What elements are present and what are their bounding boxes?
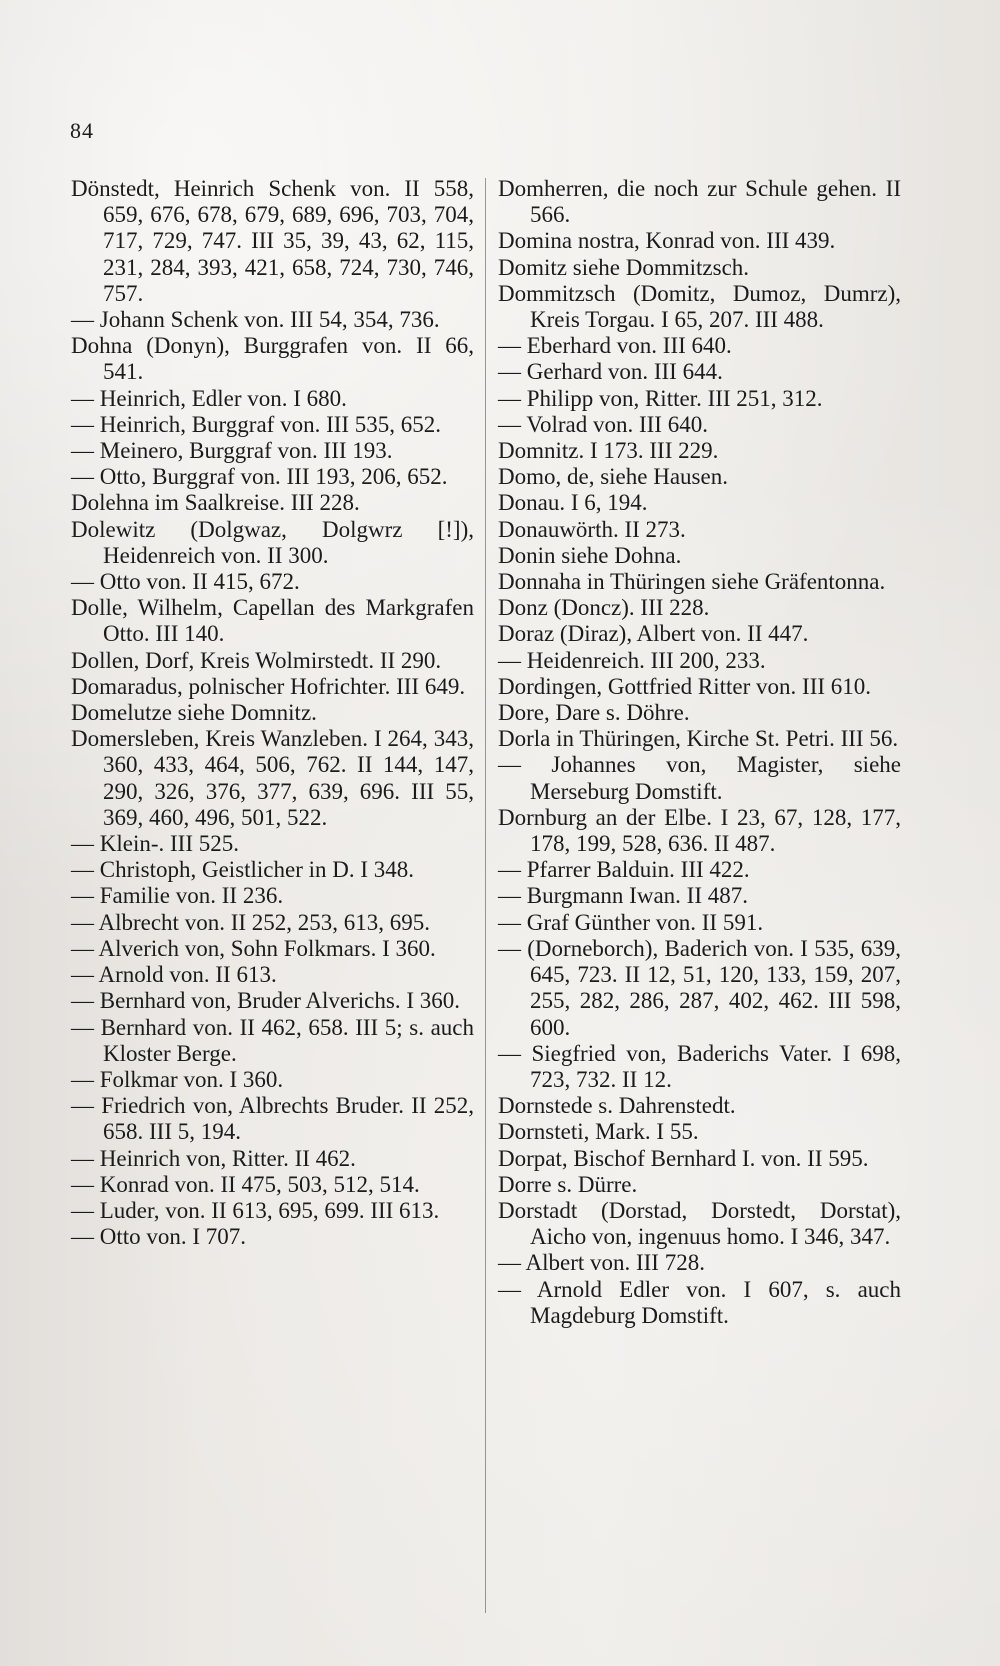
index-entry: Domnitz. I 173. III 229.: [498, 438, 719, 464]
index-entry: — Familie von. II 236.: [71, 883, 284, 909]
index-entry: — Otto von. I 707.: [71, 1224, 247, 1250]
index-entry: — Graf Günther von. II 591.: [498, 909, 764, 935]
index-entry: — Gerhard von. III 644.: [498, 359, 723, 385]
index-entry: Dornstede s. Dahrenstedt.: [498, 1093, 736, 1119]
index-entry: Dönstedt, Heinrich Schenk von. II 558, 659, 676, 678, 679, 689, 696, 703, 704, 717, 729, 747. III 35, 39, 43, 62, 115, 231, 284, 393, 421, 658, 724, 730, 746, 757.: [71, 176, 474, 306]
index-entry: Dordingen, Gottfried Ritter von. III 610.: [498, 673, 872, 699]
index-entry: — Johann Schenk von. III 54, 354, 736.: [71, 307, 440, 333]
index-entry: — Heinrich, Burggraf von. III 535, 652.: [71, 411, 442, 437]
index-entry: — Eberhard von. III 640.: [498, 333, 732, 359]
index-entry: — Volrad von. III 640.: [498, 411, 708, 437]
index-entry: Domaradus, polnischer Hofrichter. III 649.: [71, 673, 466, 699]
index-entry: Dorre s. Dürre.: [498, 1171, 638, 1197]
index-entry: Domersleben, Kreis Wanzleben. I 264, 343, 360, 433, 464, 506, 762. II 144, 147, 290, 326, 376, 377, 639, 696. III 55, 369, 460, 496, 501, 522.: [71, 726, 474, 830]
column-divider: [485, 178, 486, 1613]
index-entry: — Otto, Burggraf von. III 193, 206, 652.: [71, 464, 448, 490]
index-entry: — Alverich von, Sohn Folkmars. I 360.: [71, 935, 436, 961]
index-entry: Dore, Dare s. Döhre.: [498, 700, 690, 726]
index-entry: — Klein-. III 525.: [71, 831, 239, 857]
index-entry: — Bernhard von, Bruder Alverichs. I 360.: [71, 988, 461, 1014]
page-number: 84: [70, 118, 94, 143]
index-entry: Doraz (Diraz), Albert von. II 447.: [498, 621, 809, 647]
index-entry: Donauwörth. II 273.: [498, 516, 686, 542]
index-entry: — Philipp von, Ritter. III 251, 312.: [498, 385, 823, 411]
index-entry: — Meinero, Burggraf von. III 193.: [71, 438, 393, 464]
index-entry: — Heinrich, Edler von. I 680.: [71, 385, 347, 411]
index-entry: Dohna (Donyn), Burggrafen von. II 66, 541.: [71, 333, 474, 385]
index-entry: — Albert von. III 728.: [498, 1250, 705, 1276]
index-entry: — Christoph, Geistlicher in D. I 348.: [71, 857, 415, 883]
index-entry: Donau. I 6, 194.: [498, 490, 648, 516]
index-entry: — Pfarrer Balduin. III 422.: [498, 857, 750, 883]
index-entry: Dolewitz (Dolgwaz, Dolgwrz [!]), Heidenreich von. II 300.: [71, 516, 474, 568]
index-entry: Dornsteti, Mark. I 55.: [498, 1119, 699, 1145]
index-entry: — Otto von. II 415, 672.: [71, 569, 300, 595]
index-entry: Donnaha in Thüringen siehe Gräfentonna.: [498, 569, 886, 595]
index-entry: Dorla in Thüringen, Kirche St. Petri. III 56.: [498, 726, 899, 752]
index-entry: — Johannes von, Magister, siehe Merseburg Domstift.: [498, 752, 901, 804]
index-entry: — Albrecht von. II 252, 253, 613, 695.: [71, 909, 431, 935]
index-entry: Domitz siehe Dommitzsch.: [498, 254, 750, 280]
index-entry: Dolehna im Saalkreise. III 228.: [71, 490, 360, 516]
index-entry: — Arnold Edler von. I 607, s. auch Magdeburg Domstift.: [498, 1276, 901, 1328]
index-entry: — Siegfried von, Baderichs Vater. I 698, 723, 732. II 12.: [498, 1040, 901, 1092]
index-entry: Dolle, Wilhelm, Capellan des Markgrafen Otto. III 140.: [71, 595, 474, 647]
index-entry: — Bernhard von. II 462, 658. III 5; s. auch Kloster Berge.: [71, 1014, 474, 1066]
index-entry: Dorstadt (Dorstad, Dorstedt, Dorstat), Aicho von, ingenuus homo. I 346, 347.: [498, 1197, 901, 1250]
index-entry: Donin siehe Dohna.: [498, 542, 682, 568]
index-entry: Domo, de, siehe Hausen.: [498, 464, 728, 490]
index-entry: Domelutze siehe Domnitz.: [71, 700, 317, 726]
index-entry: Donz (Doncz). III 228.: [498, 595, 710, 621]
index-entry: Dornburg an der Elbe. I 23, 67, 128, 177, 178, 199, 528, 636. II 487.: [498, 804, 901, 857]
index-entry: — Folkmar von. I 360.: [71, 1066, 284, 1092]
index-entry: Dollen, Dorf, Kreis Wolmirstedt. II 290.: [71, 647, 442, 673]
index-entry: Dorpat, Bischof Bernhard I. von. II 595.: [498, 1145, 869, 1171]
index-entry: — Konrad von. II 475, 503, 512, 514.: [71, 1171, 420, 1197]
left-index-column: [71, 176, 474, 1250]
index-entry: — (Dorneborch), Baderich von. I 535, 639, 645, 723. II 12, 51, 120, 133, 159, 207, 255, 282, 286, 287, 402, 462. III 598, 600.: [498, 935, 901, 1040]
index-entry: — Burgmann Iwan. II 487.: [498, 883, 748, 909]
right-index-column: [498, 176, 901, 1329]
index-entry: Domherren, die noch zur Schule gehen. II 566.: [498, 176, 901, 228]
index-entry: — Arnold von. II 613.: [71, 962, 277, 988]
index-entry: — Luder, von. II 613, 695, 699. III 613.: [71, 1197, 440, 1223]
index-entry: Domina nostra, Konrad von. III 439.: [498, 228, 836, 254]
index-entry: — Heidenreich. III 200, 233.: [498, 647, 766, 673]
index-entry: Dommitzsch (Domitz, Dumoz, Dumrz), Kreis Torgau. I 65, 207. III 488.: [498, 280, 901, 333]
index-entry: — Heinrich von, Ritter. II 462.: [71, 1145, 356, 1171]
index-entry: — Friedrich von, Albrechts Bruder. II 252, 658. III 5, 194.: [71, 1093, 474, 1145]
